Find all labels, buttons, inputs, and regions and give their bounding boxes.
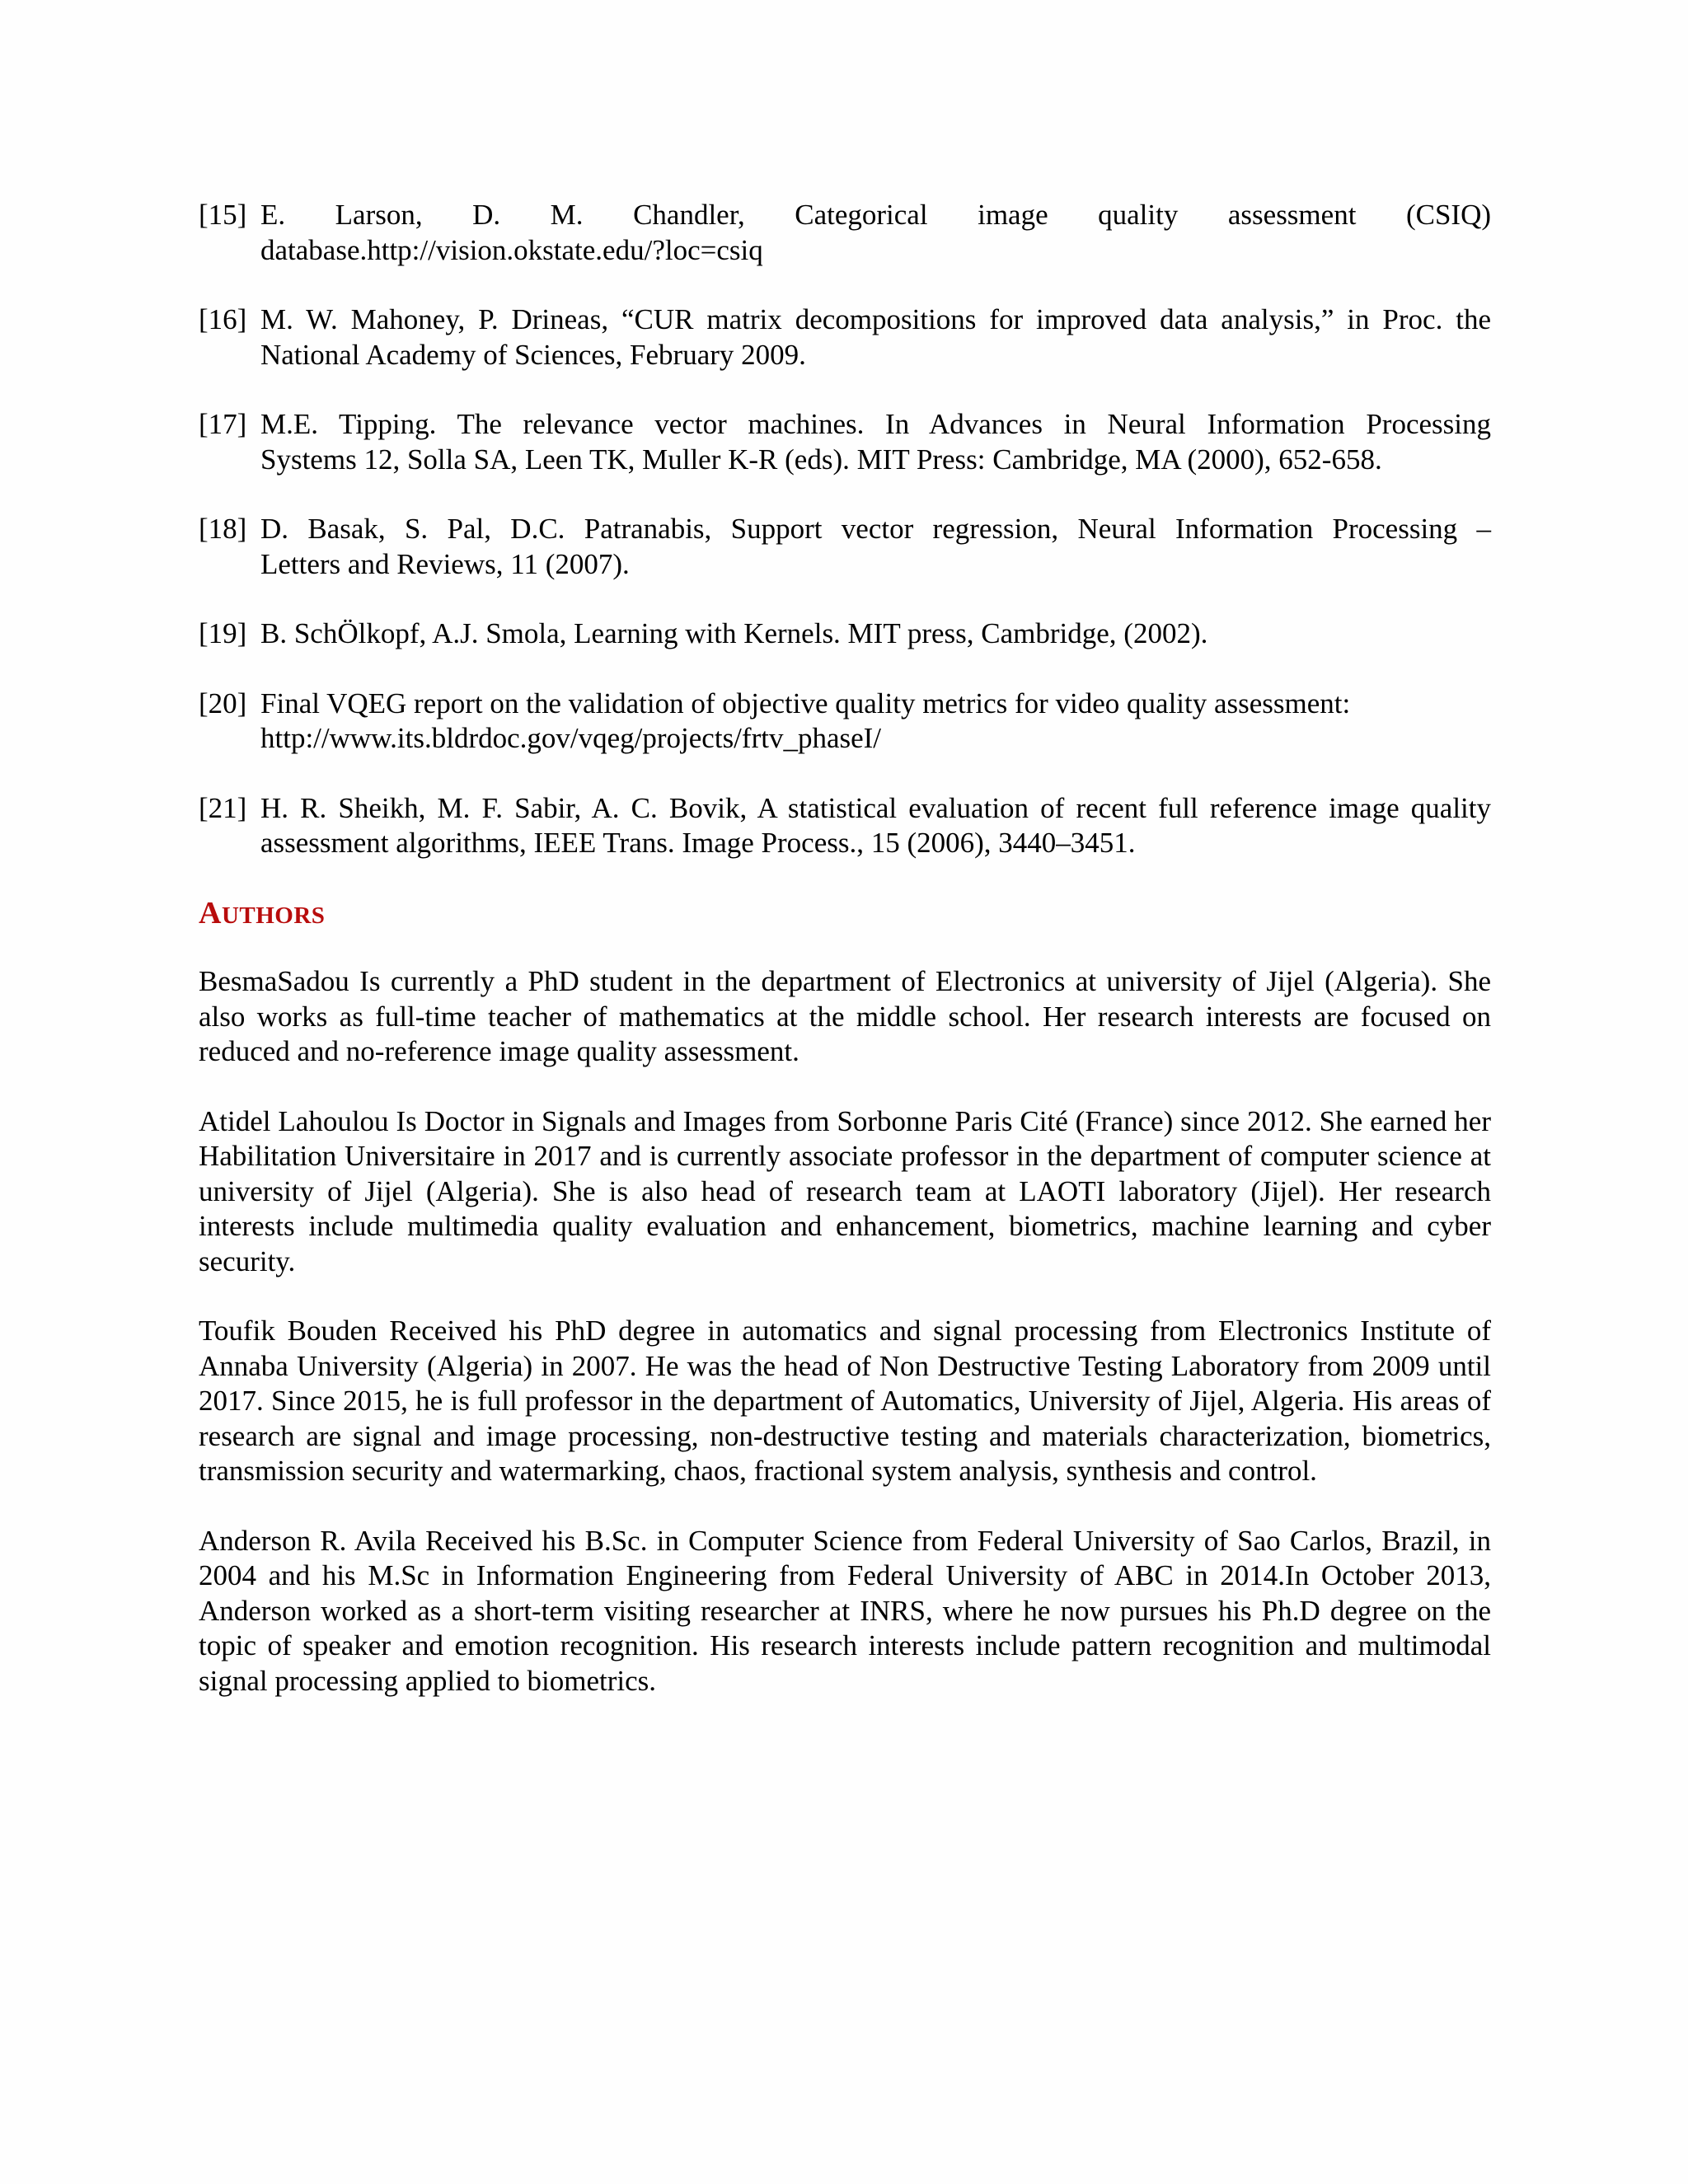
reference-line: Letters and Reviews, 11 (2007).	[260, 547, 630, 580]
reference-15	[199, 198, 1491, 268]
author-bio-lahoulou: Atidel Lahoulou Is Doctor in Signals and Images from Sorbonne Paris Cité (France) since 2012. She earned her Habilitation Universitaire in 2017 and is currently associate professor in the department of computer science at university of Jijel (Algeria). She is also head of research team at LAOTI laboratory (Jijel). Her research interests include multimedia quality evaluation and enhancement, biometrics, machine learning and cyber security.	[199, 1104, 1491, 1277]
reference-text	[260, 512, 1491, 582]
reference-21	[199, 791, 1491, 861]
reference-text	[260, 407, 1491, 477]
reference-line: D. Basak, S. Pal, D.C. Patranabis, Support vector regression, Neural Information Processing –	[260, 513, 1491, 545]
reference-line: M. W. Mahoney, P. Drineas, “CUR matrix decompositions for improved data analysis,” in Proc. the	[260, 303, 1491, 335]
reference-text	[260, 616, 1491, 652]
reference-20	[199, 687, 1491, 757]
author-bio-sadou: BesmaSadou Is currently a PhD student in the department of Electronics at university of Jijel (Algeria). She also works as full-time teacher of mathematics at the middle school. Her research interests are focused on reduced and no-reference image quality assessment.	[199, 965, 1491, 1067]
author-bio-avila: Anderson R. Avila Received his B.Sc. in Computer Science from Federal University of Sao Carlos, Brazil, in 2004 and his M.Sc in Information Engineering from Federal University of ABC in 2014.In October 2013, Anderson worked as a short-term visiting researcher at INRS, where he now pursues his Ph.D degree on the topic of speaker and emotion recognition. His research interests include pattern recognition and multimodal signal processing applied to biometrics.	[199, 1524, 1491, 1697]
reference-text	[260, 791, 1491, 861]
reference-number: [19]	[199, 617, 247, 649]
reference-18	[199, 512, 1491, 582]
reference-19	[199, 616, 1491, 652]
reference-line: National Academy of Sciences, February 2009.	[260, 338, 806, 371]
reference-line: http://www.its.bldrdoc.gov/vqeg/projects/frtv_phaseI/	[260, 722, 882, 754]
reference-text	[260, 687, 1491, 757]
reference-line: B. SchÖlkopf, A.J. Smola, Learning with Kernels. MIT press, Cambridge, (2002).	[260, 617, 1208, 649]
reference-number: [17]	[199, 408, 247, 440]
author-bio-bouden: Toufik Bouden Received his PhD degree in automatics and signal processing from Electronics Institute of Annaba University (Algeria) in 2007. He was the head of Non Destructive Testing Laboratory from 2009 until 2017. Since 2015, he is full professor in the department of Automatics, University of Jijel, Algeria. His areas of research are signal and image processing, non-destructive testing and materials characterization, biometrics, transmission security and watermarking, chaos, fractional system analysis, synthesis and control.	[199, 1315, 1491, 1487]
reference-16	[199, 302, 1491, 373]
reference-line: H. R. Sheikh, M. F. Sabir, A. C. Bovik, A statistical evaluation of recent full reference image quality	[260, 791, 1491, 824]
reference-number: [20]	[199, 687, 247, 719]
reference-number: [16]	[199, 303, 247, 335]
page-content	[199, 198, 1491, 1733]
reference-number: [21]	[199, 791, 247, 824]
authors-heading-rest: UTHORS	[221, 902, 326, 929]
reference-line: Systems 12, Solla SA, Leen TK, Muller K-R (eds). MIT Press: Cambridge, MA (2000), 652-658.	[260, 443, 1382, 476]
reference-text	[260, 198, 1491, 268]
reference-line: M.E. Tipping. The relevance vector machines. In Advances in Neural Information Processing	[260, 408, 1491, 440]
reference-number: [18]	[199, 513, 247, 545]
reference-line: database.http://vision.okstate.edu/?loc=csiq	[260, 233, 763, 266]
reference-line: Final VQEG report on the validation of objective quality metrics for video quality assessment:	[260, 687, 1351, 719]
authors-heading-initial: A	[199, 895, 222, 930]
authors-heading	[199, 896, 1491, 934]
reference-line: assessment algorithms, IEEE Trans. Image Process., 15 (2006), 3440–3451.	[260, 827, 1136, 859]
reference-number: [15]	[199, 199, 247, 231]
reference-line: E. Larson, D. M. Chandler, Categorical image quality assessment (CSIQ)	[260, 199, 1491, 231]
reference-text	[260, 302, 1491, 373]
reference-17	[199, 407, 1491, 477]
